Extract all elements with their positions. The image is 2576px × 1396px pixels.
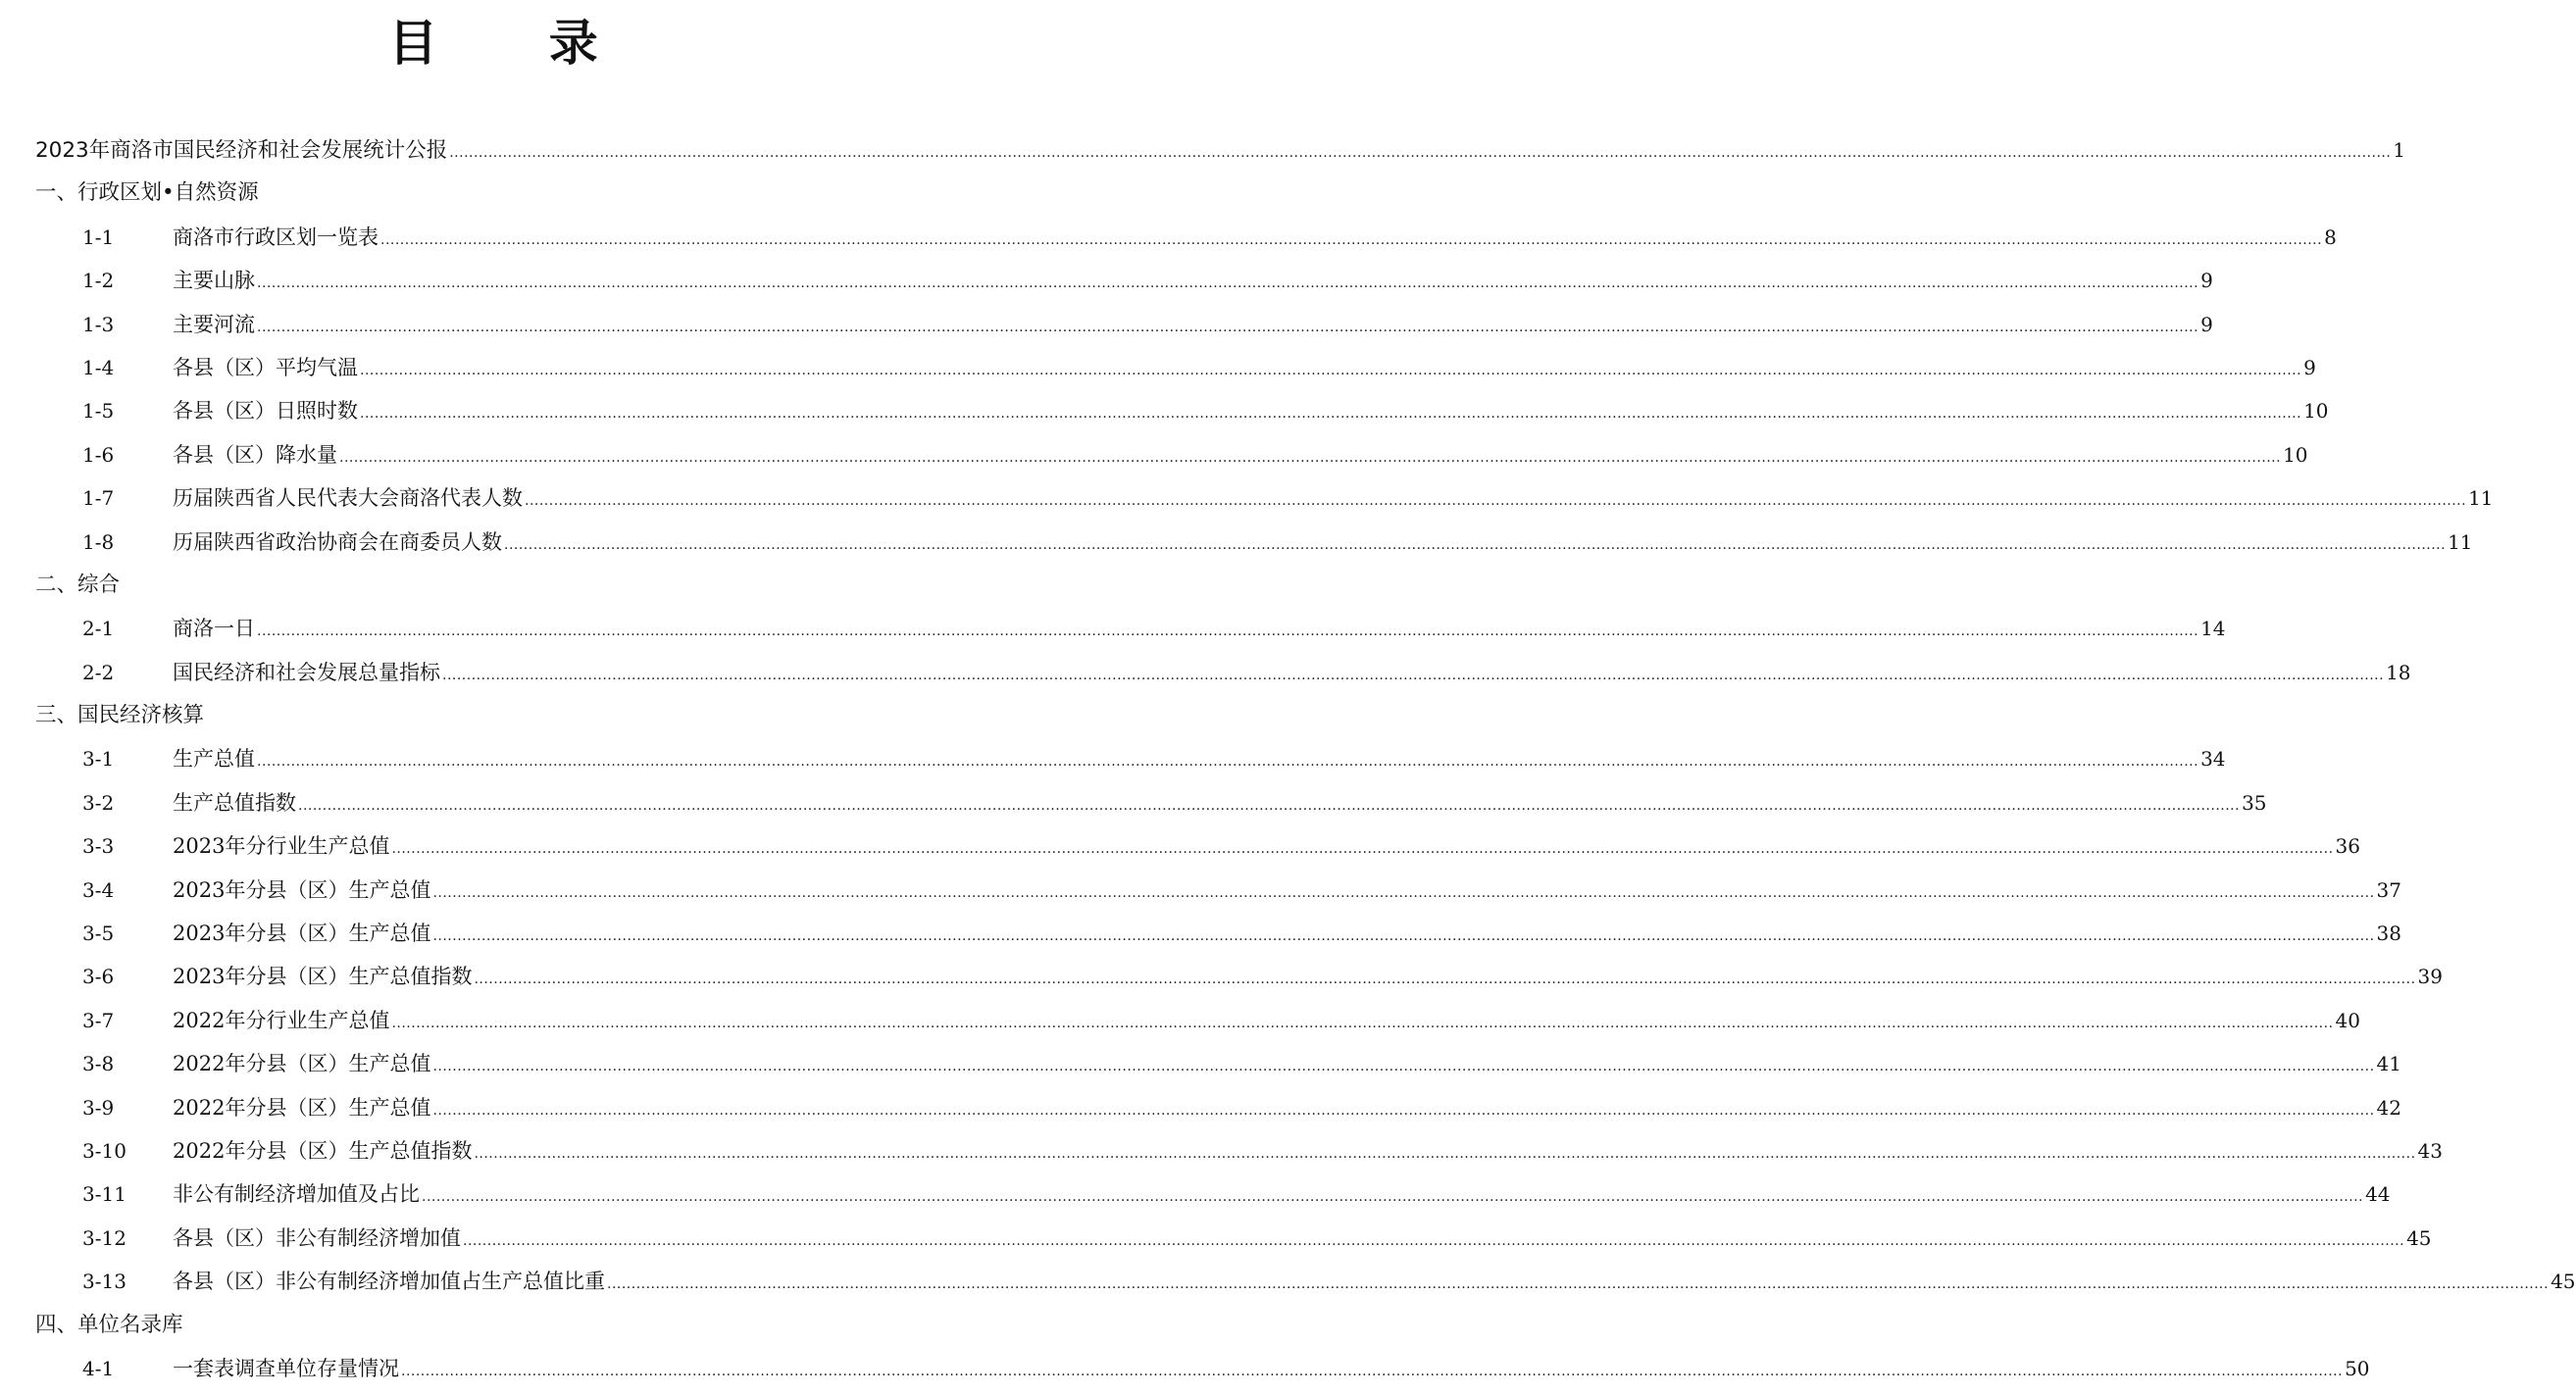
entry-title: 各县（区）非公有制经济增加值占生产总值比重 xyxy=(173,1270,605,1294)
entry-page-number: 40 xyxy=(2335,1008,2360,1032)
section-title: 三、国民经济核算 xyxy=(35,703,205,728)
toc-entry[interactable] xyxy=(35,433,2308,476)
entry-page-number: 9 xyxy=(2200,312,2213,336)
section-title: 二、综合 xyxy=(35,572,121,597)
dot-leader: ................................................................................................................................................................................................................................................................................................................................................................................................................ xyxy=(474,972,2416,988)
entry-page-number: 45 xyxy=(2406,1225,2432,1250)
entry-title: 生产总值 xyxy=(173,747,255,772)
toc-entry[interactable] xyxy=(35,999,2360,1042)
entry-number: 3-6 xyxy=(82,965,115,989)
page-title: 目 录 xyxy=(388,14,645,72)
entry-title: 2022年分行业生产总值 xyxy=(173,1008,390,1032)
entry-title: 非公有制经济增加值及占比 xyxy=(173,1182,420,1207)
dot-leader: ................................................................................................................................................................................................................................................................................................................................................................................................................ xyxy=(432,928,2375,945)
toc-entry[interactable] xyxy=(35,869,2401,912)
toc-entry[interactable] xyxy=(35,216,2337,259)
entry-number: 1-8 xyxy=(82,529,115,554)
entry-page-number: 1 xyxy=(2393,138,2406,162)
entry-page-number: 41 xyxy=(2376,1052,2401,1076)
toc-entry[interactable] xyxy=(35,259,2213,302)
entry-page-number: 14 xyxy=(2200,617,2226,641)
toc-section-heading xyxy=(35,172,940,215)
entry-page-number: 36 xyxy=(2335,834,2360,859)
entry-title: 生产总值指数 xyxy=(173,790,296,815)
entry-page-number: 8 xyxy=(2324,224,2337,249)
entry-page-number: 43 xyxy=(2417,1138,2443,1163)
entry-page-number: 45 xyxy=(2551,1270,2576,1294)
entry-title: 各县（区）日照时数 xyxy=(173,399,358,424)
dot-leader: ................................................................................................................................................................................................................................................................................................................................................................................................................ xyxy=(432,884,2375,901)
entry-page-number: 10 xyxy=(2283,442,2308,467)
entry-title: 2023年分行业生产总值 xyxy=(173,834,390,859)
entry-title: 商洛一日 xyxy=(173,617,255,641)
entry-number: 1-7 xyxy=(82,486,115,511)
entry-number: 3-12 xyxy=(82,1225,126,1250)
entry-title: 一套表调查单位存量情况 xyxy=(173,1356,399,1380)
entry-page-number: 34 xyxy=(2200,747,2226,772)
dot-leader: ................................................................................................................................................................................................................................................................................................................................................................................................................ xyxy=(607,1276,2550,1293)
entry-page-number: 10 xyxy=(2303,399,2329,424)
entry-number: 3-10 xyxy=(82,1138,126,1163)
dot-leader: ................................................................................................................................................................................................................................................................................................................................................................................................................ xyxy=(257,623,2199,640)
dot-leader: ................................................................................................................................................................................................................................................................................................................................................................................................................ xyxy=(360,362,2302,378)
entry-page-number: 11 xyxy=(2448,529,2473,554)
dot-leader: ................................................................................................................................................................................................................................................................................................................................................................................................................ xyxy=(504,536,2447,553)
entry-page-number: 11 xyxy=(2468,486,2494,511)
section-title: 四、单位名录库 xyxy=(35,1312,183,1337)
dot-leader: ................................................................................................................................................................................................................................................................................................................................................................................................................ xyxy=(380,231,2323,248)
dot-leader: ................................................................................................................................................................................................................................................................................................................................................................................................................ xyxy=(339,449,2282,466)
entry-page-number: 44 xyxy=(2365,1182,2391,1207)
entry-page-number: 42 xyxy=(2376,1095,2401,1120)
toc-entry[interactable] xyxy=(35,521,2473,564)
entry-title: 2023年分县（区）生产总值 xyxy=(173,877,431,902)
toc-entry[interactable] xyxy=(35,1086,2401,1129)
entry-number: 1-2 xyxy=(82,269,115,293)
dot-leader: ................................................................................................................................................................................................................................................................................................................................................................................................................ xyxy=(474,1145,2416,1162)
entry-number: 3-8 xyxy=(82,1052,115,1076)
entry-number: 1-4 xyxy=(82,355,115,379)
toc-entry[interactable] xyxy=(35,1347,2370,1390)
entry-title: 商洛市行政区划一览表 xyxy=(173,224,379,249)
entry-title: 主要山脉 xyxy=(173,269,255,293)
entry-title: 国民经济和社会发展总量指标 xyxy=(173,660,440,684)
dot-leader: ................................................................................................................................................................................................................................................................................................................................................................................................................ xyxy=(442,667,2385,683)
dot-leader: ................................................................................................................................................................................................................................................................................................................................................................................................................ xyxy=(391,1015,2334,1031)
entry-number: 3-3 xyxy=(82,834,115,859)
toc-entry-bulletin[interactable] xyxy=(35,128,2406,172)
entry-title: 历届陕西省政治协商会在商委员人数 xyxy=(173,529,502,554)
entry-number: 3-9 xyxy=(82,1095,115,1120)
toc-entry[interactable] xyxy=(35,1172,2391,1216)
entry-title: 2022年分县（区）生产总值 xyxy=(173,1052,431,1076)
dot-leader: ................................................................................................................................................................................................................................................................................................................................................................................................................ xyxy=(449,145,2392,161)
toc-entry[interactable] xyxy=(35,651,2411,694)
dot-leader: ................................................................................................................................................................................................................................................................................................................................................................................................................ xyxy=(432,1102,2375,1119)
dot-leader: ................................................................................................................................................................................................................................................................................................................................................................................................................ xyxy=(401,1363,2344,1379)
toc-entry[interactable] xyxy=(35,389,2329,432)
dot-leader: ................................................................................................................................................................................................................................................................................................................................................................................................................ xyxy=(422,1189,2364,1206)
toc-section-heading xyxy=(35,564,940,607)
dot-leader: ................................................................................................................................................................................................................................................................................................................................................................................................................ xyxy=(525,493,2467,510)
toc-entry[interactable] xyxy=(35,476,2494,520)
dot-leader: ................................................................................................................................................................................................................................................................................................................................................................................................................ xyxy=(360,406,2302,423)
dot-leader: ................................................................................................................................................................................................................................................................................................................................................................................................................ xyxy=(298,797,2241,814)
entry-title: 2022年分县（区）生产总值 xyxy=(173,1095,431,1120)
entry-page-number: 35 xyxy=(2242,790,2267,815)
entry-number: 3-5 xyxy=(82,922,115,946)
entry-title: 2023年分县（区）生产总值 xyxy=(173,922,431,946)
toc-section-heading xyxy=(35,694,940,737)
entry-number: 1-3 xyxy=(82,312,115,336)
entry-title: 各县（区）降水量 xyxy=(173,442,337,467)
dot-leader: ................................................................................................................................................................................................................................................................................................................................................................................................................ xyxy=(257,754,2199,771)
entry-number: 2-2 xyxy=(82,660,115,684)
entry-title: 主要河流 xyxy=(173,312,255,336)
dot-leader: ................................................................................................................................................................................................................................................................................................................................................................................................................ xyxy=(391,841,2334,858)
toc-entry[interactable] xyxy=(35,1260,2576,1303)
dot-leader: ................................................................................................................................................................................................................................................................................................................................................................................................................ xyxy=(432,1059,2375,1075)
entry-title: 2022年分县（区）生产总值指数 xyxy=(173,1138,473,1163)
entry-number: 4-1 xyxy=(82,1356,115,1380)
entry-page-number: 9 xyxy=(2200,269,2213,293)
toc-entry[interactable] xyxy=(35,607,2226,650)
entry-number: 1-5 xyxy=(82,399,115,424)
toc-entry[interactable] xyxy=(35,1217,2432,1260)
entry-number: 3-13 xyxy=(82,1270,126,1294)
toc-entry[interactable] xyxy=(35,781,2267,824)
entry-number: 3-2 xyxy=(82,790,115,815)
entry-number: 3-11 xyxy=(82,1182,126,1207)
entry-title: 历届陕西省人民代表大会商洛代表人数 xyxy=(173,486,523,511)
entry-number: 3-4 xyxy=(82,877,115,902)
toc-entry[interactable] xyxy=(35,303,2213,346)
dot-leader: ................................................................................................................................................................................................................................................................................................................................................................................................................ xyxy=(463,1232,2405,1249)
entry-title: 各县（区）平均气温 xyxy=(173,355,358,379)
toc-entry[interactable] xyxy=(35,1129,2443,1172)
entry-title: 各县（区）非公有制经济增加值 xyxy=(173,1225,461,1250)
entry-page-number: 38 xyxy=(2376,922,2401,946)
entry-number: 1-6 xyxy=(82,442,115,467)
entry-page-number: 9 xyxy=(2303,355,2316,379)
entry-number: 1-1 xyxy=(82,224,115,249)
entry-title: 2023年商洛市国民经济和社会发展统计公报 xyxy=(35,138,448,163)
toc-entry[interactable] xyxy=(35,824,2360,868)
toc-entry[interactable] xyxy=(35,346,2316,389)
entry-number: 3-7 xyxy=(82,1008,115,1032)
entry-number: 2-1 xyxy=(82,617,115,641)
dot-leader: ................................................................................................................................................................................................................................................................................................................................................................................................................ xyxy=(257,275,2199,292)
toc-entry[interactable] xyxy=(35,737,2226,780)
entry-page-number: 37 xyxy=(2376,877,2401,902)
dot-leader: ................................................................................................................................................................................................................................................................................................................................................................................................................ xyxy=(257,319,2199,335)
toc-entry[interactable] xyxy=(35,1042,2401,1085)
entry-page-number: 50 xyxy=(2345,1356,2370,1380)
entry-page-number: 39 xyxy=(2417,965,2443,989)
toc-entry[interactable] xyxy=(35,912,2401,955)
entry-number: 3-1 xyxy=(82,747,115,772)
entry-title: 2023年分县（区）生产总值指数 xyxy=(173,965,473,989)
toc-entry[interactable] xyxy=(35,955,2443,998)
table-of-contents xyxy=(35,128,2576,1390)
entry-page-number: 18 xyxy=(2386,660,2411,684)
toc-section-heading xyxy=(35,1304,940,1347)
section-title: 一、行政区划•自然资源 xyxy=(35,180,259,206)
